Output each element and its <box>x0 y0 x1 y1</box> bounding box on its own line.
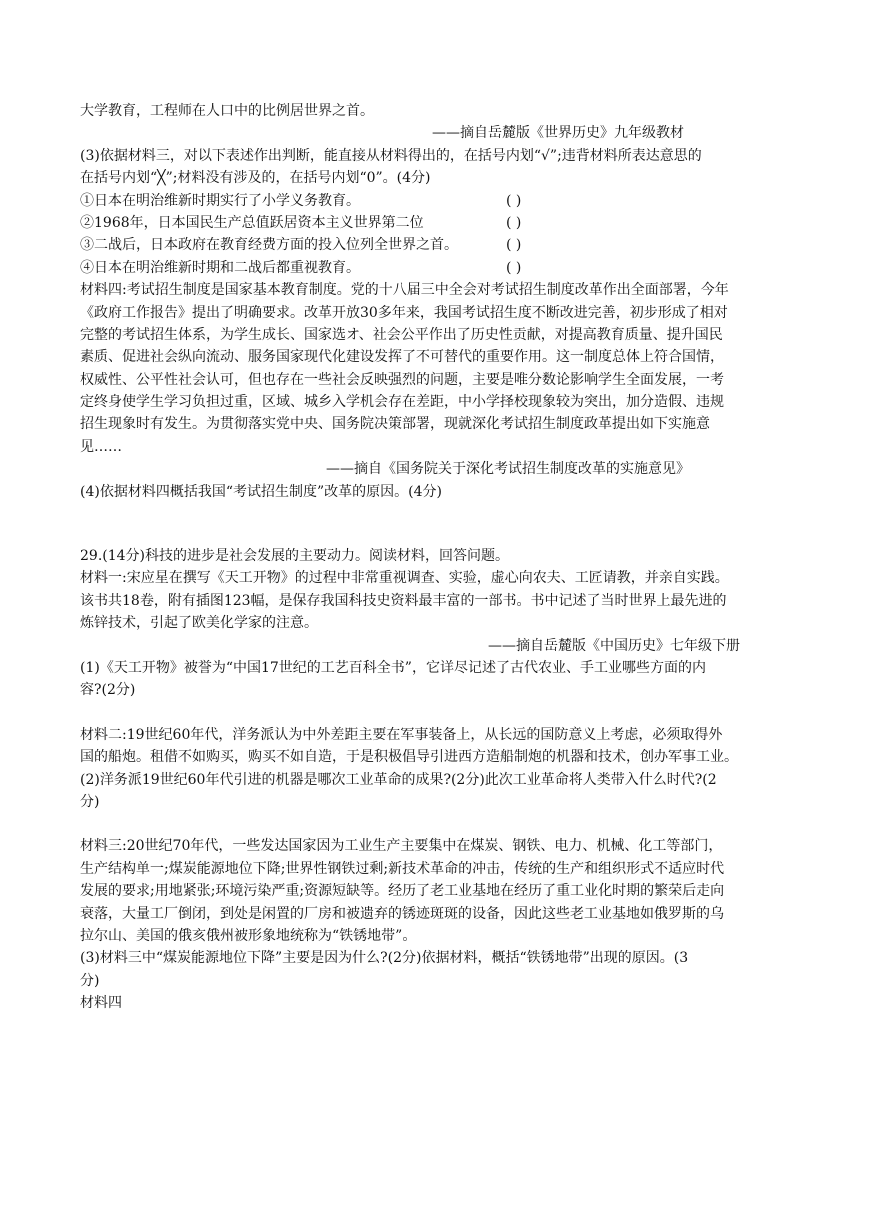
material-text: 材料三:20世纪70年代，一些发达国家因为工业生产主要集中在煤炭、钢铁、电力、机械、化工等部门， <box>80 838 723 855</box>
material-text: 材料二:19世纪60年代，洋务派认为中外差距主要在军事装备上，从长远的国防意义上考虑，必须取得外 <box>80 726 723 743</box>
question-text: 分) <box>80 972 100 989</box>
question-text: (1)《天工开物》被誉为“中国17世纪的工艺百科全书”，它详尽记述了古代农业、手工业哪些方面的内 <box>80 659 706 676</box>
judgement-statement: ②1968年，日本国民生产总值跃居资本主义世界第二位 <box>80 214 424 231</box>
material-text: 拉尔山、美国的俄亥俄州被形象地统称为“铁锈地带”。 <box>80 927 417 944</box>
question-title: 29.(14分)科技的进步是社会发展的主要动力。阅读材料，回答问题。 <box>80 548 510 565</box>
answer-bracket: ( ) <box>506 192 522 209</box>
answer-bracket: ( ) <box>506 237 522 254</box>
judgement-item <box>80 212 792 234</box>
question-text: (4)依据材料四概括我国“考试招生制度”改革的原因。(4分) <box>80 483 442 500</box>
answer-space <box>80 813 792 835</box>
document-page <box>80 100 792 1014</box>
judgement-item <box>80 257 792 279</box>
answer-space <box>80 702 792 724</box>
source-citation: ——摘自岳麓版《世界历史》九年级教材 <box>432 125 684 142</box>
material-text: 衰落，大量工厂倒闭，到处是闲置的厂房和被遗弃的锈迹斑斑的设备，因此这些老工业基地如俄罗斯的乌 <box>80 905 724 922</box>
question-text: 在括号内划“╳”;材料没有涉及的，在括号内划“0”。(4分) <box>80 170 431 187</box>
material-text: 材料四:考试招生制度是国家基本教育制度。党的十八届三中全会对考试招生制度改革作出全面部署，今年 <box>80 282 729 299</box>
judgement-item <box>80 234 792 256</box>
material-text: 生产结构单一;煤炭能源地位下降;世界性钢铁过剩;新技术革命的冲击，传统的生产和组织形式不适应时代 <box>80 860 725 877</box>
source-citation: ——摘自岳麓版《中国历史》七年级下册 <box>488 637 740 654</box>
judgement-statement: ①日本在明治维新时期实行了小学义务教育。 <box>80 192 360 209</box>
judgement-statement: ③二战后，日本政府在教育经费方面的投入位列全世界之首。 <box>80 237 458 254</box>
material-text: 国的船炮。租借不如购买，购买不如自造，于是积极倡导引进西方造船制炮的机器和技术，创办军事工业。 <box>80 749 738 766</box>
question-text: (2)洋务派19世纪60年代引进的机器是哪次工业革命的成果?(2分)此次工业革命将人类带入什么时代?(2 <box>80 771 717 788</box>
material-text: 《政府工作报告》提出了明确要求。改革开放30多年来，我国考试招生度不断改进完善，初步形成了相对 <box>80 304 728 321</box>
answer-space <box>80 503 792 545</box>
judgement-statement: ④日本在明治维新时期和二战后都重视教育。 <box>80 259 360 276</box>
material-text: 该书共18卷，附有插图123幅，是保存我国科技史资料最丰富的一部书。书中记述了当时世界上最先进的 <box>80 592 727 609</box>
judgement-item <box>80 190 792 212</box>
question-text: (3)依据材料三，对以下表述作出判断，能直接从材料得出的，在括号内划“√”;违背材料所表达意思的 <box>80 147 702 164</box>
material-label: 材料四 <box>80 995 122 1012</box>
question-text: 容?(2分) <box>80 682 136 699</box>
text-line: 大学教育，工程师在人口中的比例居世界之首。 <box>80 103 374 119</box>
material-text: 见…… <box>80 438 122 455</box>
source-citation: ——摘自《国务院关于深化考试招生制度改革的实施意见》 <box>326 461 690 478</box>
material-text: 招生现象时有发生。为贯彻落实党中央、国务院决策部署，现就深化考试招生制度政革提出如下实施意 <box>80 416 710 433</box>
material-text: 发展的要求;用地紧张;环境污染严重;资源短缺等。经历了老工业基地在经历了重工业化时期的繁荣后走向 <box>80 883 725 900</box>
material-text: 炼锌技术，引起了欧美化学家的注意。 <box>80 615 318 632</box>
material-text: 材料一:宋应星在撰写《天工开物》的过程中非常重视调查、实验，虚心向农夫、工匠请教，并亲自实践。 <box>80 570 729 587</box>
material-text: 权威性、公平性社会认可，但也存在一些社会反映强烈的问题，主要是唯分数论影响学生全面发展，一考 <box>80 371 724 388</box>
answer-bracket: ( ) <box>506 259 522 276</box>
material-text: 素质、促进社会纵向流动、服务国家现代化建设发挥了不可替代的重要作用。这一制度总体上符合国情， <box>80 349 724 366</box>
material-text: 完整的考试招生体系，为学生成长、国家选オ、社会公平作出了历史性贡献，对提高教育质量、提升国民 <box>80 326 723 343</box>
answer-bracket: ( ) <box>506 214 522 231</box>
material-text: 定终身使学生学习负担过重，区域、城乡入学机会存在差距，中小学择校现象较为突出，加分造假、违规 <box>80 394 724 411</box>
question-text: 分) <box>80 793 100 810</box>
question-text: (3)材料三中“煤炭能源地位下降”主要是因为什么?(2分)依据材料，概括“铁锈地带”出现的原因。(3 <box>80 950 689 967</box>
